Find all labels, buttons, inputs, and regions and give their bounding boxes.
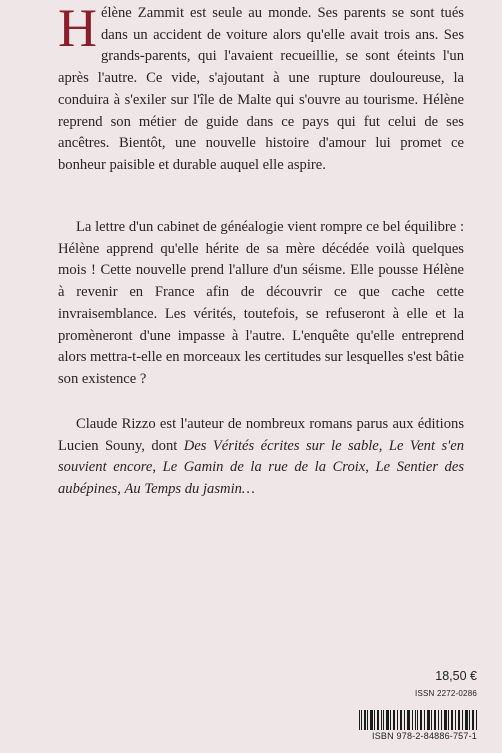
drop-cap: H	[58, 0, 97, 58]
title-sep-4: ,	[117, 481, 125, 498]
author-bio	[58, 414, 464, 501]
title-sep-2: ,	[152, 459, 163, 476]
title-4: Le Sentier des aubépines	[58, 459, 465, 498]
price: 18,50 €	[435, 669, 477, 683]
barcode	[359, 710, 477, 730]
title-sep-1: ,	[378, 437, 389, 454]
title-5: Au Temps du jasmin…	[124, 481, 255, 498]
title-sep-3: ,	[365, 459, 376, 476]
synopsis-paragraph-1	[58, 0, 464, 177]
title-1: Des Vérités écrites sur le sable	[183, 437, 379, 454]
title-3: Le Gamin de la rue de la Croix	[162, 459, 366, 476]
synopsis-paragraph-2: La lettre d'un cabinet de généalogie vient rompre ce bel équilibre : Hélène apprend qu'elle hérite de sa mère décédée voilà quelques mois ! Cette nouvelle prend l'allure d'un séisme. Elle pousse Hélène à revenir en France afin de découvrir ce que cache cette invraisemblance. Les vérités, toutefois, se refuseront à elle et la promèneront d'une impasse à l'autre. L'enquête qu'elle entreprend alors mettra-t-elle en morceaux les certitudes sur lesquelles s'est bâtie son existence ?	[58, 219, 464, 387]
synopsis-paragraph-1-body: élène Zammit est seule au monde. Ses parents se sont tués dans un accident de voiture alors qu'elle avait trois ans. Ses grands-parents, qui l'avaient recueillie, se sont éteints l'un après l'autre. Ce vide, s'ajoutant à une rupture douloureuse, la conduira à s'exiler sur l'île de Malte qui s'ouvre au tourisme. Hélène reprend son métier de guide dans ce pays qui fut celui de ses ancêtres. Bientôt, une nouvelle histoire d'amour lui promet ce bonheur paisible et durable auquel elle aspire.	[58, 5, 464, 173]
isbn: ISBN 978-2-84886-757-1	[372, 731, 477, 741]
author-intro: Claude Rizzo est l'auteur de nombreux romans parus aux éditions Lucien Souny, dont	[58, 416, 464, 454]
issn: ISSN 2272-0286	[415, 689, 477, 698]
title-2: Le Vent s'en souvient encore	[58, 437, 465, 476]
price-block	[359, 669, 477, 741]
